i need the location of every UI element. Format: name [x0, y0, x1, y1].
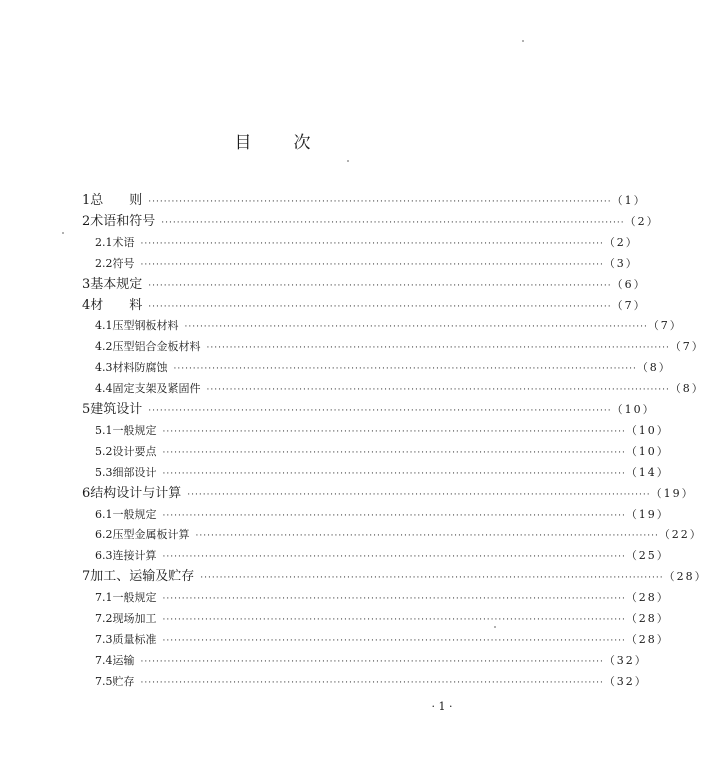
toc-entry-title: 材 料 — [90, 297, 143, 313]
toc-entry-page: （32） — [603, 674, 648, 688]
page-title — [0, 128, 545, 153]
toc-entry — [82, 296, 647, 316]
toc-entry-page: （14） — [625, 465, 670, 479]
toc-entry — [95, 630, 670, 650]
toc-entry-page: （7） — [669, 340, 705, 354]
toc-entry-number: 4.4 — [95, 382, 113, 396]
toc-entry-page: （10） — [625, 423, 670, 437]
toc-entry-page: （8） — [636, 361, 672, 375]
toc-entry-page: （10） — [611, 403, 656, 416]
toc-entry-number: 5.2 — [95, 444, 113, 458]
scan-speck — [347, 160, 349, 162]
toc-entry-page: （2） — [624, 214, 660, 228]
toc-entry — [82, 275, 647, 295]
toc-leader-dots: ························································································································ — [148, 197, 612, 207]
toc-entry-title: 压型金属板计算 — [112, 528, 190, 542]
title-char-2: 次 — [293, 133, 311, 153]
toc-entry-page: （10） — [625, 444, 670, 458]
toc-leader-dots: ························································································································ — [140, 238, 604, 249]
toc-entry — [95, 254, 639, 274]
toc-leader-dots: ························································································································ — [162, 426, 626, 437]
toc-entry-page: （32） — [603, 653, 648, 667]
toc-leader-dots: ························································································································ — [162, 447, 626, 458]
toc-entry-number: 7 — [82, 569, 91, 585]
toc-entry-page: （28） — [625, 612, 670, 625]
toc-entry-number: 4.1 — [95, 319, 113, 333]
toc-entry — [82, 212, 660, 232]
toc-leader-dots: ························································································································ — [162, 594, 626, 605]
toc-entry-number: 7.4 — [95, 653, 113, 667]
toc-entry-page: （1） — [611, 194, 647, 207]
toc-entry — [95, 651, 648, 671]
toc-entry-number: 5.3 — [95, 465, 113, 479]
toc-entry-page: （7） — [611, 298, 647, 312]
toc-entry-number: 6.3 — [95, 549, 113, 563]
toc-entry-title: 压型铝合金板材料 — [112, 340, 201, 354]
toc-entry-page: （19） — [650, 486, 695, 500]
toc-entry — [95, 505, 670, 525]
toc-entry-title: 现场加工 — [112, 612, 157, 625]
toc-leader-dots: ························································································································ — [162, 635, 626, 646]
toc-entry-number: 2 — [82, 213, 91, 229]
toc-entry-title: 一般规定 — [112, 423, 157, 437]
toc-entry — [95, 358, 672, 378]
toc-leader-dots: ························································································································ — [162, 468, 626, 479]
toc-leader-dots: ························································································································ — [162, 510, 626, 521]
toc-entry-page: （28） — [625, 632, 670, 646]
toc-leader-dots: ························································································································ — [148, 301, 612, 312]
toc-entry-page: （28） — [663, 570, 708, 584]
toc-leader-dots: ························································································································ — [162, 552, 626, 563]
toc-entry-title: 符号 — [112, 256, 135, 270]
toc-entry — [95, 233, 639, 253]
page-number: · 1 · — [431, 700, 453, 713]
toc-leader-dots: ························································································································ — [140, 656, 604, 667]
toc-entry — [95, 609, 670, 629]
toc-entry-page: （7） — [647, 319, 683, 333]
toc-leader-dots: ························································································································ — [195, 531, 659, 542]
toc-entry-title: 一般规定 — [112, 591, 157, 605]
title-char-1: 目 — [234, 133, 252, 153]
toc-entry — [95, 337, 705, 357]
toc-entry-title: 材料防腐蚀 — [112, 361, 168, 375]
toc-entry — [95, 588, 670, 608]
toc-entry-number: 2.1 — [95, 235, 113, 249]
toc-entry-title: 加工、运输及贮存 — [90, 569, 195, 585]
toc-entry — [82, 191, 647, 211]
toc-entry — [95, 463, 670, 483]
toc-entry — [95, 672, 648, 692]
toc-entry-page: （25） — [625, 549, 670, 563]
toc-entry-page: （2） — [603, 235, 639, 249]
scan-speck — [494, 626, 496, 628]
toc-entry-page: （8） — [669, 382, 705, 396]
toc-entry-number: 2.2 — [95, 256, 113, 270]
toc-entry-page: （28） — [625, 591, 670, 605]
toc-entry-number: 6.2 — [95, 528, 113, 542]
toc-leader-dots: ························································································································ — [162, 615, 626, 625]
scan-speck — [522, 40, 524, 42]
toc-entry-number: 4.2 — [95, 340, 113, 354]
toc-leader-dots: ························································································································ — [184, 322, 648, 333]
toc-entry-page: （19） — [625, 507, 670, 521]
toc-entry-title: 固定支架及紧固件 — [112, 382, 201, 396]
toc-entry-number: 4.3 — [95, 361, 113, 375]
toc-leader-dots: ························································································································ — [161, 217, 625, 228]
toc-entry-title: 一般规定 — [112, 507, 157, 521]
toc-entry — [82, 567, 708, 587]
toc-entry-number: 7.1 — [95, 591, 113, 605]
toc-leader-dots: ························································································································ — [206, 385, 670, 396]
toc-leader-dots: ························································································································ — [140, 677, 604, 688]
toc-entry-number: 7.3 — [95, 632, 113, 646]
toc-entry — [95, 379, 705, 399]
toc-leader-dots: ························································································································ — [173, 364, 637, 375]
toc-entry-title: 总 则 — [90, 193, 143, 208]
toc-entry — [95, 442, 670, 462]
toc-entry-number: 4 — [82, 297, 91, 313]
toc-entry-page: （3） — [603, 256, 639, 270]
toc-entry-number: 7.5 — [95, 674, 113, 688]
toc-entry-page: （22） — [658, 528, 703, 542]
scan-speck — [62, 232, 64, 234]
toc-entry-number: 5 — [82, 402, 91, 417]
toc-entry — [95, 421, 670, 441]
toc-leader-dots: ························································································································ — [148, 406, 612, 416]
toc-entry — [95, 316, 683, 336]
toc-entry-title: 压型钢板材料 — [112, 319, 179, 333]
toc-entry-number: 6 — [82, 485, 91, 501]
toc-entry — [82, 400, 656, 420]
toc-entry-number: 7.2 — [95, 612, 113, 625]
toc-entry-title: 术语和符号 — [90, 213, 156, 229]
toc-entry-title: 建筑设计 — [90, 402, 143, 417]
toc-entry-title: 贮存 — [112, 674, 135, 688]
toc-entry-title: 细部设计 — [112, 465, 157, 479]
toc-entry-title: 术语 — [112, 235, 135, 249]
toc-entry-title: 运输 — [112, 653, 135, 667]
toc-leader-dots: ························································································································ — [187, 489, 651, 500]
toc-leader-dots: ························································································································ — [148, 280, 612, 291]
toc-entry-number: 5.1 — [95, 423, 113, 437]
toc-leader-dots: ························································································································ — [200, 573, 664, 584]
toc-entry-page: （6） — [611, 277, 647, 291]
toc-entry-number: 6.1 — [95, 507, 113, 521]
toc-entry — [95, 525, 703, 545]
toc-leader-dots: ························································································································ — [140, 259, 604, 270]
toc-entry-title: 设计要点 — [112, 444, 157, 458]
toc-entry — [95, 546, 670, 566]
toc-leader-dots: ························································································································ — [206, 343, 670, 354]
toc-entry-title: 结构设计与计算 — [90, 485, 182, 501]
toc-entry-number: 1 — [82, 193, 91, 208]
toc-entry-title: 基本规定 — [90, 276, 143, 292]
toc-entry-title: 质量标准 — [112, 632, 157, 646]
toc-entry-title: 连接计算 — [112, 549, 157, 563]
toc-entry — [82, 484, 695, 504]
toc-entry-number: 3 — [82, 276, 91, 292]
